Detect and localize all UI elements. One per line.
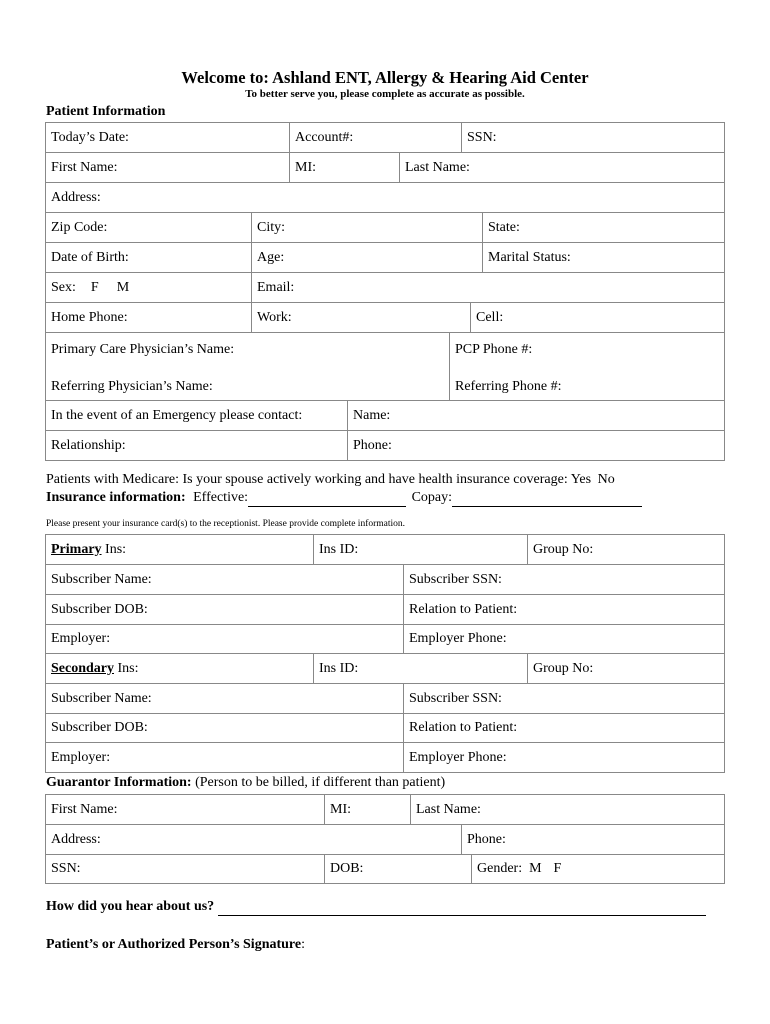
table-row	[46, 684, 724, 714]
sex-field[interactable]	[46, 273, 251, 302]
primary-employer-phone-field[interactable]: Employer Phone:	[403, 625, 724, 653]
guarantor-note: (Person to be billed, if different than patient)	[195, 775, 446, 790]
cell-phone-field[interactable]: Cell:	[470, 303, 724, 332]
emergency-contact-label: In the event of an Emergency please contact:	[51, 407, 303, 423]
medicare-question-text: Patients with Medicare: Is your spouse actively working and have health insurance coverage:	[46, 472, 568, 487]
medicare-yes-option[interactable]: Yes	[570, 472, 592, 487]
table-row	[46, 825, 724, 855]
insurance-table	[45, 534, 725, 773]
gender-option-f[interactable]: F	[553, 861, 562, 876]
relationship-field[interactable]: Relationship:	[51, 437, 126, 453]
table-row	[46, 303, 724, 333]
ins-label: Ins:	[105, 541, 127, 557]
primary-label: Primary	[51, 541, 102, 557]
table-row	[46, 855, 724, 884]
ins-label: Ins:	[117, 660, 139, 676]
secondary-relation-field[interactable]: Relation to Patient:	[403, 714, 724, 742]
gender-label: Gender:	[477, 861, 523, 876]
work-phone-field[interactable]: Work:	[251, 303, 470, 332]
table-row	[46, 243, 724, 273]
referring-physician-field[interactable]: Referring Physician’s Name:	[51, 379, 213, 394]
guarantor-information-heading: Guarantor Information:	[46, 775, 192, 790]
guarantor-address-field[interactable]: Address:	[51, 831, 101, 847]
hear-about-us-blank[interactable]	[218, 899, 706, 916]
copay-label: Copay:	[411, 490, 453, 505]
table-row	[46, 123, 724, 153]
table-row	[46, 654, 724, 684]
table-row	[46, 535, 724, 565]
physician-phones-cell	[449, 333, 724, 400]
city-field[interactable]: City:	[251, 213, 482, 242]
account-number-field[interactable]: Account#:	[289, 123, 461, 152]
secondary-ins-id-field[interactable]: Ins ID:	[313, 654, 527, 683]
address-field[interactable]: Address:	[51, 189, 101, 205]
todays-date-field[interactable]: Today’s Date:	[51, 129, 129, 145]
effective-label: Effective:	[193, 490, 249, 505]
secondary-ins-field[interactable]	[46, 654, 313, 683]
form-title: Welcome to: Ashland ENT, Allergy & Hearing Aid Center	[181, 68, 589, 87]
sex-option-f[interactable]: F	[90, 279, 99, 295]
guarantor-ssn-field[interactable]: SSN:	[51, 861, 81, 876]
signature-colon: :	[301, 937, 305, 952]
secondary-group-no-field[interactable]: Group No:	[527, 654, 724, 683]
referring-phone-field[interactable]: Referring Phone #:	[455, 379, 562, 394]
sex-label: Sex:	[51, 279, 76, 295]
guarantor-dob-field[interactable]: DOB:	[324, 855, 471, 883]
sex-option-m[interactable]: M	[116, 279, 130, 295]
guarantor-mi-field[interactable]: MI:	[324, 795, 410, 824]
table-row	[46, 431, 724, 461]
state-field[interactable]: State:	[482, 213, 724, 242]
middle-initial-field[interactable]: MI:	[289, 153, 399, 182]
marital-status-field[interactable]: Marital Status:	[482, 243, 724, 272]
signature-label: Patient’s or Authorized Person’s Signature	[46, 937, 302, 952]
table-row	[46, 213, 724, 243]
hear-about-us-label: How did you hear about us?	[46, 899, 215, 914]
table-row	[46, 401, 724, 431]
guarantor-table	[45, 794, 725, 884]
age-field[interactable]: Age:	[251, 243, 482, 272]
date-of-birth-field[interactable]: Date of Birth:	[51, 249, 129, 265]
form-subtitle: To better serve you, please complete as accurate as possible.	[245, 88, 525, 100]
primary-group-no-field[interactable]: Group No:	[527, 535, 724, 564]
insurance-note: Please present your insurance card(s) to the receptionist. Please provide complete information.	[46, 519, 406, 529]
table-row	[46, 743, 724, 773]
insurance-information-heading: Insurance information:	[46, 490, 186, 505]
medicare-question	[46, 472, 615, 488]
copay-blank[interactable]	[452, 490, 642, 507]
primary-subscriber-dob-field[interactable]: Subscriber DOB:	[51, 601, 148, 617]
guarantor-phone-field[interactable]: Phone:	[461, 825, 724, 854]
first-name-field[interactable]: First Name:	[51, 159, 118, 175]
table-row	[46, 565, 724, 595]
pcp-phone-field[interactable]: PCP Phone #:	[455, 342, 533, 357]
patient-information-heading: Patient Information	[46, 104, 166, 119]
secondary-subscriber-dob-field[interactable]: Subscriber DOB:	[51, 720, 148, 735]
secondary-label: Secondary	[51, 660, 114, 676]
gender-option-m[interactable]: M	[529, 861, 542, 876]
primary-employer-field[interactable]: Employer:	[51, 631, 111, 646]
last-name-field[interactable]: Last Name:	[399, 153, 724, 182]
pcp-name-field[interactable]: Primary Care Physician’s Name:	[51, 342, 235, 357]
home-phone-field[interactable]: Home Phone:	[51, 309, 128, 325]
email-field[interactable]: Email:	[251, 273, 724, 302]
ssn-field[interactable]: SSN:	[461, 123, 724, 152]
insurance-information-line	[46, 490, 642, 507]
hear-about-us-line	[46, 899, 706, 916]
table-row	[46, 625, 724, 654]
secondary-subscriber-name-field[interactable]: Subscriber Name:	[51, 690, 152, 706]
patient-information-table	[45, 122, 725, 461]
guarantor-first-name-field[interactable]: First Name:	[51, 801, 118, 817]
primary-ins-id-field[interactable]: Ins ID:	[313, 535, 527, 564]
physician-names-cell	[46, 333, 449, 400]
effective-blank[interactable]	[248, 490, 406, 507]
table-row	[46, 183, 724, 213]
guarantor-gender-field[interactable]	[471, 855, 724, 883]
signature-line	[46, 937, 305, 953]
secondary-subscriber-ssn-field[interactable]: Subscriber SSN:	[403, 684, 724, 713]
guarantor-last-name-field[interactable]: Last Name:	[410, 795, 724, 824]
primary-subscriber-name-field[interactable]: Subscriber Name:	[51, 571, 152, 587]
table-row	[46, 714, 724, 743]
table-row	[46, 595, 724, 625]
secondary-employer-phone-field[interactable]: Employer Phone:	[403, 743, 724, 772]
guarantor-information-line	[46, 775, 445, 791]
emergency-phone-field[interactable]: Phone:	[347, 431, 724, 460]
primary-ins-field[interactable]	[46, 535, 313, 564]
medicare-no-option[interactable]: No	[597, 472, 615, 487]
zip-code-field[interactable]: Zip Code:	[51, 219, 108, 235]
emergency-name-field[interactable]: Name:	[347, 401, 724, 430]
secondary-employer-field[interactable]: Employer:	[51, 749, 111, 765]
table-row	[46, 333, 724, 401]
table-row	[46, 795, 724, 825]
primary-subscriber-ssn-field[interactable]: Subscriber SSN:	[403, 565, 724, 594]
table-row	[46, 153, 724, 183]
primary-relation-field[interactable]: Relation to Patient:	[403, 595, 724, 624]
table-row	[46, 273, 724, 303]
